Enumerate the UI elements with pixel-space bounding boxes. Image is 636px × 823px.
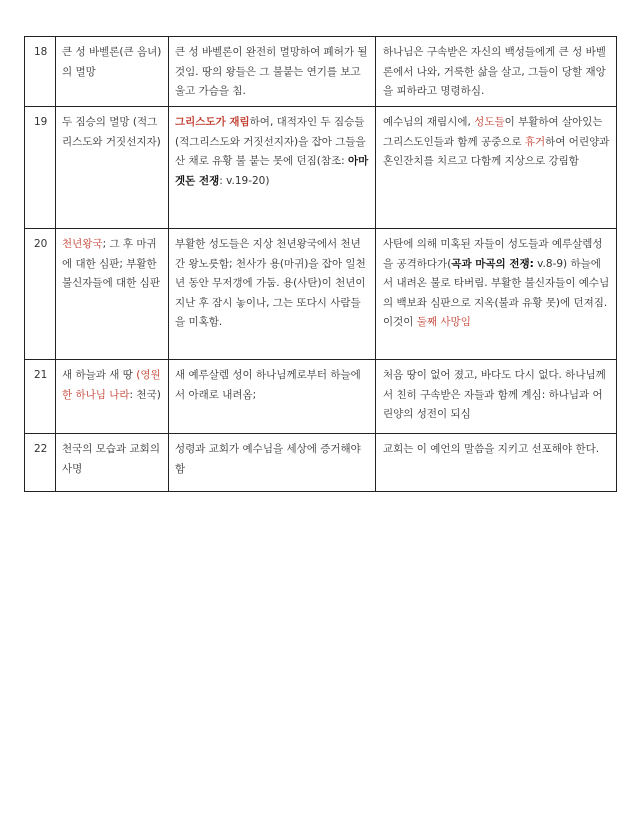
chapter-description-cell [169,229,376,360]
highlighted-text: 천년왕국 [62,238,103,250]
cell-text: 두 짐승의 멸망 (적그리스도와 거짓선지자) [62,116,161,148]
cell-text: 큰 성 바벨론이 완전히 멸망하여 폐허가 될 것임. 땅의 왕들은 그 불붙는 연기를 보고 울고 가슴을 침. [175,46,368,97]
cell-text: v.8-9) 하늘에서 내려온 불로 타버림. 부활한 불신자들이 예수님의 백보좌 심판으로 지옥(불과 유황 못)에 던져짐. 이것이 [383,257,610,328]
highlighted-text: 곡과 마곡의 전쟁: [451,257,534,270]
cell-text: 처음 땅이 없어 졌고, 바다도 다시 없다. 하나님께서 친히 구속받은 자들과 함께 계심: 하나님과 어린양의 성전이 되심 [383,369,606,420]
cell-text: 사탄에 의해 미혹된 자들이 성도들과 예루살렘성을 공격하다가( [383,238,603,270]
cell-text: 교회는 이 예언의 말씀을 지키고 선포해야 한다. [383,443,600,455]
chapter-title-cell [56,229,169,360]
highlighted-text: 둘째 사망임 [416,316,471,328]
cell-text: 예수님의 재림시에, [383,116,475,128]
table-row [25,434,617,492]
cell-text: 큰 성 바벨론(큰 음녀)의 멸망 [62,46,162,78]
highlighted-text: 그리스도가 재림 [175,116,250,128]
chapter-application-cell [376,107,617,229]
cell-text: 하나님은 구속받은 자신의 백성들에게 큰 성 바벨론에서 나와, 거룩한 삶을 살고, 그들이 당할 재앙을 피하라고 명령하심. [383,46,606,97]
table-row [25,360,617,434]
chapter-title-cell [56,434,169,492]
chapter-title-cell [56,360,169,434]
chapter-number: 20 [25,229,56,360]
cell-text: 새 하늘과 새 땅 [62,369,137,381]
cell-text: 하여 어린양과 혼인잔치를 치르고 다함께 지상으로 강림함 [383,135,610,167]
cell-text: 성령과 교회가 예수님을 세상에 증거해야 함 [175,443,361,475]
chapter-application-cell [376,360,617,434]
chapter-description-cell [169,37,376,107]
highlighted-text: 휴거 [524,135,546,148]
chapter-title-cell [56,37,169,107]
chapter-application-cell [376,434,617,492]
revelation-summary-table [24,36,617,492]
chapter-number: 19 [25,107,56,229]
chapter-application-cell [376,229,617,360]
chapter-application-cell [376,37,617,107]
chapter-number: 18 [25,37,56,107]
chapter-number: 21 [25,360,56,434]
cell-text: 부활한 성도들은 지상 천년왕국에서 천년간 왕노릇함; 천사가 용(마귀)을 잡아 일천년 동안 무저갱에 가둠. 용(사탄)이 천년이 지난 후 잠시 놓이나, 그는 또다시 사람들을 미혹함. [175,238,366,328]
table-row [25,37,617,107]
chapter-description-cell [169,434,376,492]
cell-text: 이 부활하여 살아있는 그리스도인들과 함께 공중으로 [383,116,603,148]
cell-text: 하여, 대적자인 두 짐승들(적그리스도와 거짓선지자)을 잡아 그들을 산 채로 유황 불 붙는 못에 던짐(참조: [175,116,366,167]
highlighted-text: 성도들 [474,116,505,128]
cell-text: 천국의 모습과 교회의 사명 [62,443,160,475]
highlighted-text: (영원한 하나님 나라 [62,369,161,401]
highlighted-text: 아마겟돈 전쟁 [175,155,369,187]
cell-text: 새 예루살렘 성이 하나님께로부터 하늘에서 아래로 내려옴; [175,369,361,401]
chapter-number: 22 [25,434,56,492]
table-row [25,229,617,360]
cell-text: : v.19-20) [219,174,270,187]
cell-text: : 천국) [129,388,161,401]
table-row [25,107,617,229]
chapter-description-cell [169,360,376,434]
chapter-title-cell [56,107,169,229]
cell-text: ; 그 후 마귀에 대한 심판; 부활한 불신자들에 대한 심판 [62,238,160,289]
chapter-description-cell [169,107,376,229]
